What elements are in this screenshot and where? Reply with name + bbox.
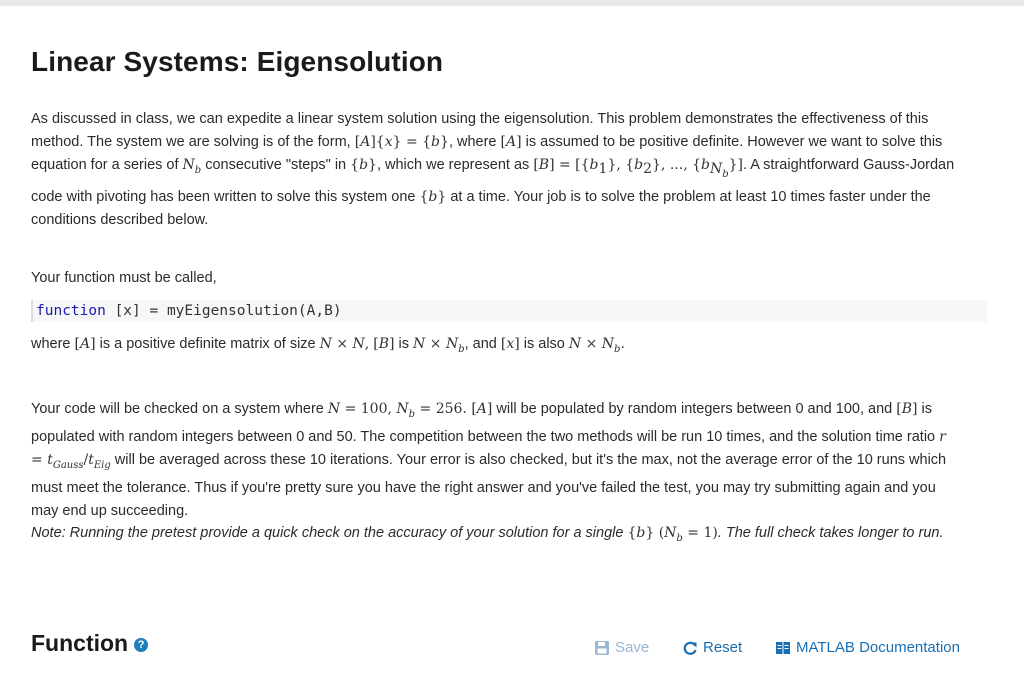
matlab-documentation-link[interactable] bbox=[775, 639, 960, 656]
function-heading: Function ? bbox=[31, 630, 148, 657]
reset-button[interactable] bbox=[682, 639, 742, 656]
code-signature: [x] = myEigensolution(A,B) bbox=[105, 303, 342, 319]
note-paragraph: Note: Running the pretest provide a quick check on the accuracy of your solution for a single {b} $(N_b = 1)$. The full check takes longer to run. bbox=[31, 525, 944, 544]
page-title: Linear Systems: Eigensolution bbox=[31, 46, 444, 77]
documentation-label: MATLAB Documentation bbox=[796, 639, 960, 656]
problem-description bbox=[31, 46, 961, 544]
checks-paragraph: Your code will be checked on a system where N = 100, $N_b = 256$. [A] will be populated by random integers between 0 and 100, and [B] is populated with random integers between 0 and 50. The competition between the two methods will be run 10 times, and the solution time ratio $r = t_{Gauss}/t_{Eig}$ will be averaged across these 10 iterations. Your error is also checked, but it's the max, not the average error of the 10 runs which must meet the tolerance. Thus if you're pretty sure you have the right answer and you've failed the test, you may try submitting again and you may end up succeeding. bbox=[31, 401, 947, 519]
book-icon bbox=[775, 640, 791, 656]
function-intro: Your function must be called, bbox=[31, 270, 217, 286]
refresh-icon bbox=[682, 640, 698, 656]
reset-label: Reset bbox=[703, 639, 743, 656]
code-keyword: function bbox=[36, 303, 106, 319]
save-button[interactable] bbox=[594, 639, 649, 656]
where-paragraph: where [A] is a positive definite matrix of size N × N, [B] is $N \times N_b$, and [x] is also $N \times N_b$. bbox=[31, 336, 625, 355]
help-icon[interactable]: ? bbox=[134, 638, 148, 652]
floppy-disk-icon bbox=[594, 640, 610, 656]
save-label: Save bbox=[615, 639, 650, 656]
function-signature-code bbox=[31, 300, 987, 322]
top-bar bbox=[0, 0, 1024, 6]
intro-paragraph: As discussed in class, we can expedite a linear system solution using the eigensolution. This problem demonstrates the effectiveness of this method. The system we are solving is of the form, [A]{x} = {b}, where [A] is assumed to be positive definite. However we want to solve this equation for a series of $N_b$ consecutive "steps" in {b}, which we represent as $[B] = [\{b_1\}$, $\{b_2\}$, ..., $\{b_{N_b}\}$]. A straightforward Gauss-Jordan code with pivoting has been written to solve this system one {b} at a time. Your job is to solve the problem at least 10 times faster under the conditions described below. bbox=[31, 111, 955, 228]
function-section-header bbox=[31, 630, 976, 660]
